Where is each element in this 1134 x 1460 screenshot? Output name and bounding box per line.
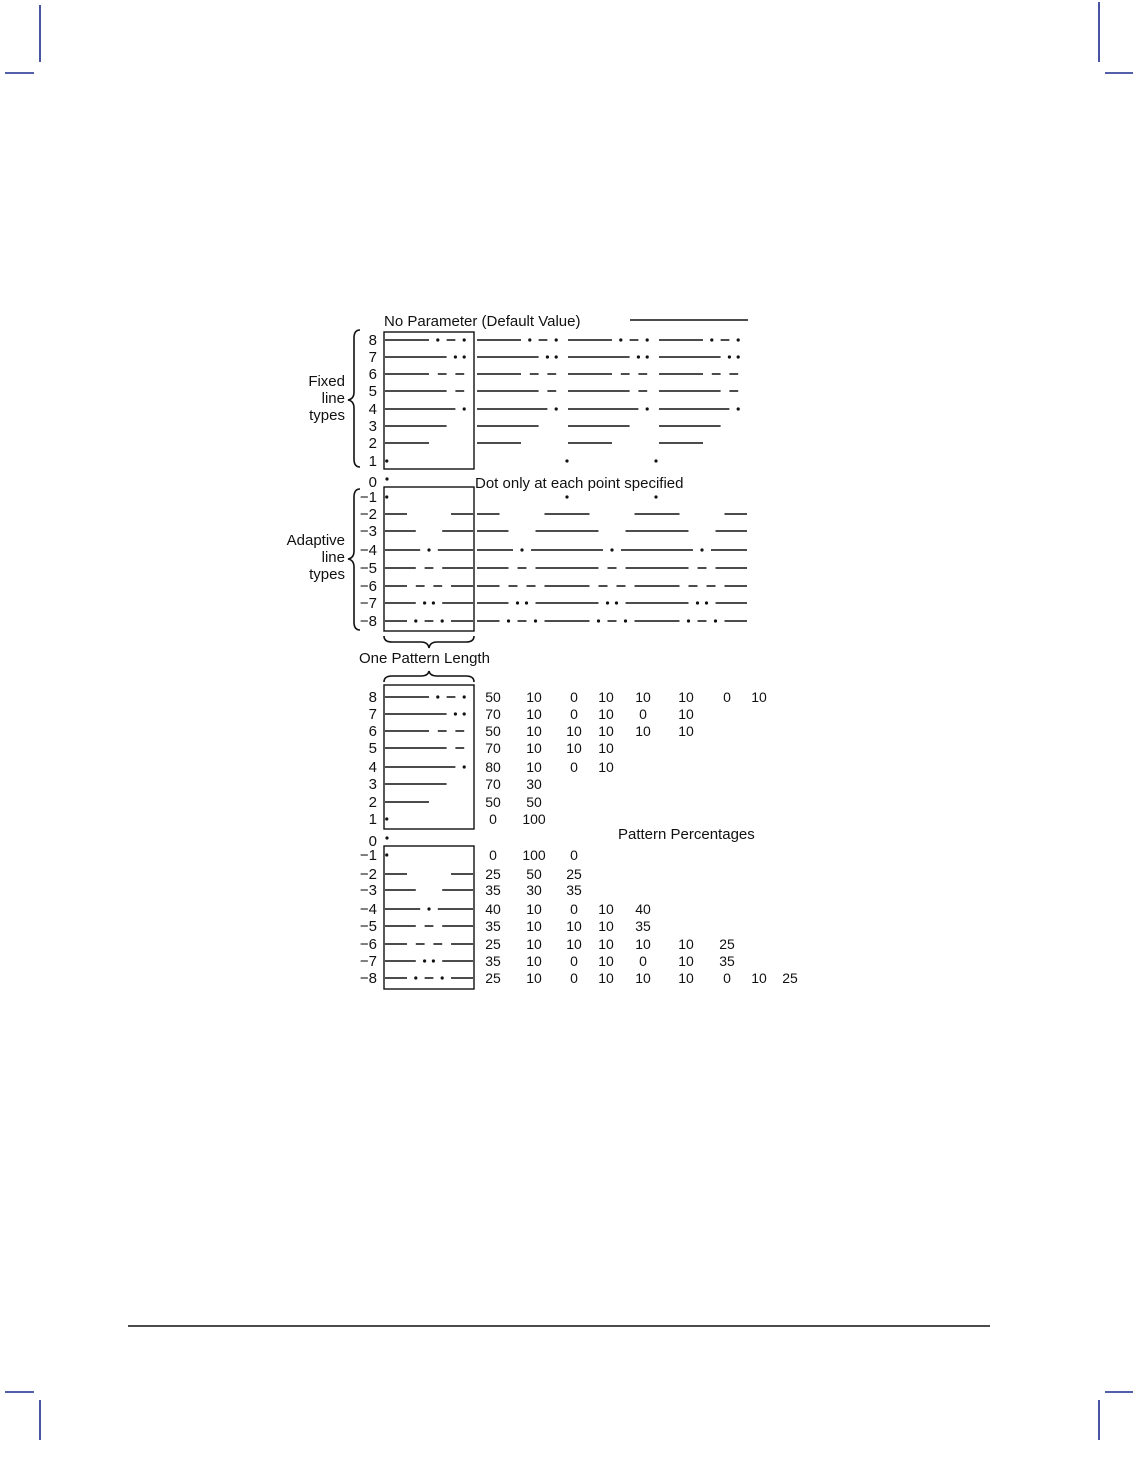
bottom-fixed-type-number: 6 — [368, 723, 377, 740]
percentage-value: 100 — [522, 847, 546, 863]
percentage-value: 0 — [570, 689, 578, 705]
percentage-value: 35 — [485, 953, 501, 969]
fixed-brace — [348, 330, 360, 467]
adaptive-line-types-label — [287, 532, 345, 583]
adaptive-type-number: −1 — [359, 489, 377, 506]
percentage-value: 10 — [566, 918, 582, 934]
percentage-value: 0 — [723, 689, 731, 705]
percentage-value: 25 — [782, 970, 798, 986]
bottom-fixed-type-number: 4 — [368, 759, 377, 776]
percentage-value: 50 — [526, 794, 542, 810]
percentage-value: 0 — [570, 706, 578, 722]
fixed-type-number: 1 — [368, 453, 377, 470]
percentage-value: 10 — [678, 689, 694, 705]
bottom-adaptive-type-number: −8 — [359, 970, 377, 987]
bottom-adaptive-sample — [385, 907, 473, 910]
adaptive-line-sample — [385, 619, 473, 622]
bottom-adaptive-type-number: −6 — [359, 936, 377, 953]
percentage-value: 10 — [598, 706, 614, 722]
percentage-value: 10 — [678, 723, 694, 739]
fixed-type-number: 2 — [368, 435, 377, 452]
percentage-value: 10 — [526, 901, 542, 917]
percentage-value: 10 — [635, 689, 651, 705]
adaptive-pattern-box — [384, 487, 474, 631]
fixed-type-number: 6 — [368, 366, 377, 383]
percentage-value: 70 — [485, 740, 501, 756]
percentage-value: 10 — [751, 970, 767, 986]
zero-dot — [385, 477, 388, 480]
percentage-value: 100 — [522, 811, 546, 827]
percentage-value: 10 — [526, 953, 542, 969]
percentage-value: 10 — [598, 918, 614, 934]
bottom-adaptive-sample — [385, 976, 473, 979]
fixed-type-number: 7 — [368, 349, 377, 366]
percentage-value: 50 — [485, 689, 501, 705]
percentage-value: 50 — [526, 866, 542, 882]
fixed-line-repeat — [659, 355, 740, 358]
fixed-line-sample — [385, 355, 466, 358]
percentage-value: 10 — [526, 936, 542, 952]
percentage-value: 10 — [526, 689, 542, 705]
percentage-value: 80 — [485, 759, 501, 775]
bottom-adaptive-type-number: −1 — [359, 847, 377, 864]
percentage-value: 40 — [485, 901, 501, 917]
fixed-line-repeat — [659, 407, 740, 410]
bottom-adaptive-type-number: −4 — [359, 901, 377, 918]
percentage-value: 40 — [635, 901, 651, 917]
percentage-value: 10 — [635, 936, 651, 952]
fixed-line-repeat — [659, 338, 740, 341]
percentage-value: 0 — [489, 811, 497, 827]
fixed-type-number: 4 — [368, 401, 377, 418]
fixed-line-types-label — [308, 373, 345, 424]
percentage-value: 0 — [570, 847, 578, 863]
bottom-zero-type-number: 0 — [368, 833, 377, 850]
adaptive-line-repeat — [657, 601, 747, 604]
percentage-value: 10 — [526, 723, 542, 739]
dot-only-note: Dot only at each point specified — [475, 475, 684, 492]
crop-marks — [5, 2, 1133, 1440]
svg-text:line: line — [321, 549, 345, 566]
percentage-value: 10 — [598, 901, 614, 917]
bottom-fixed-type-number: 1 — [368, 811, 377, 828]
percentage-value: 10 — [526, 759, 542, 775]
percentage-value: 10 — [566, 740, 582, 756]
fixed-line-repeat — [477, 355, 558, 358]
adaptive-line-sample — [385, 548, 473, 551]
percentage-value: 50 — [485, 794, 501, 810]
percentage-value: 10 — [635, 970, 651, 986]
percentage-value: 30 — [526, 776, 542, 792]
percentage-value: 0 — [570, 901, 578, 917]
bottom-fixed-type-number: 8 — [368, 689, 377, 706]
one-pattern-length-label: One Pattern Length — [359, 650, 490, 667]
percentage-value: 50 — [485, 723, 501, 739]
bottom-fixed-box — [384, 685, 474, 829]
bottom-line-samples — [385, 695, 473, 979]
percentage-value: 25 — [485, 970, 501, 986]
fixed-type-number: 3 — [368, 418, 377, 435]
fixed-line-repeat — [568, 355, 649, 358]
bottom-fixed-sample — [385, 695, 466, 698]
fixed-type-number: 5 — [368, 383, 377, 400]
percentage-value: 25 — [719, 936, 735, 952]
fixed-line-repeat — [477, 407, 558, 410]
bottom-fixed-type-number: 7 — [368, 706, 377, 723]
adaptive-type-number: −6 — [359, 578, 377, 595]
percentage-value: 10 — [598, 936, 614, 952]
percentage-value: 10 — [635, 723, 651, 739]
default-value-heading: No Parameter (Default Value) — [384, 313, 581, 330]
svg-text:types: types — [309, 407, 345, 424]
percentage-value: 10 — [526, 970, 542, 986]
percentage-value: 10 — [598, 689, 614, 705]
percentage-value: 10 — [751, 689, 767, 705]
adaptive-line-repeat — [477, 548, 567, 551]
percentage-value: 70 — [485, 776, 501, 792]
adaptive-type-number: −8 — [359, 613, 377, 630]
percentage-value: 10 — [678, 706, 694, 722]
bottom-adaptive-type-number: −7 — [359, 953, 377, 970]
percentage-value: 0 — [723, 970, 731, 986]
fixed-line-sample — [385, 459, 388, 462]
adaptive-brace — [348, 489, 360, 630]
bottom-adaptive-type-number: −3 — [359, 882, 377, 899]
percentage-value: 10 — [526, 918, 542, 934]
adaptive-line-repeat — [657, 548, 747, 551]
percentage-value: 10 — [598, 740, 614, 756]
percentage-value: 30 — [526, 882, 542, 898]
percentage-value: 10 — [598, 970, 614, 986]
percentage-value: 35 — [485, 918, 501, 934]
bottom-pattern-brace — [384, 671, 474, 682]
percentage-value: 10 — [598, 953, 614, 969]
percentage-value: 70 — [485, 706, 501, 722]
fixed-type-number: 8 — [368, 332, 377, 349]
fixed-line-repeat — [568, 338, 649, 341]
percentage-value: 25 — [485, 936, 501, 952]
svg-text:types: types — [309, 566, 345, 583]
bottom-zero-dot — [385, 836, 388, 839]
percentage-value: 10 — [598, 759, 614, 775]
percentage-value: 25 — [485, 866, 501, 882]
percentage-value: 10 — [678, 953, 694, 969]
adaptive-type-number: −2 — [359, 506, 377, 523]
svg-text:line: line — [321, 390, 345, 407]
bottom-adaptive-box — [384, 846, 474, 989]
bottom-fixed-type-number: 5 — [368, 740, 377, 757]
bottom-fixed-type-number: 3 — [368, 776, 377, 793]
svg-text:Fixed: Fixed — [308, 373, 345, 390]
fixed-pattern-box — [384, 332, 474, 469]
percentage-value: 35 — [719, 953, 735, 969]
percentage-value: 0 — [570, 953, 578, 969]
bottom-adaptive-sample — [385, 959, 473, 962]
percentage-value: 25 — [566, 866, 582, 882]
bottom-fixed-type-number: 2 — [368, 794, 377, 811]
adaptive-type-number: −3 — [359, 523, 377, 540]
pattern-length-brace — [384, 636, 474, 648]
percentage-value: 0 — [489, 847, 497, 863]
fixed-line-sample — [385, 338, 466, 341]
bottom-fixed-sample — [385, 765, 466, 768]
percentage-value: 0 — [570, 970, 578, 986]
fixed-line-repeat — [477, 338, 558, 341]
percentage-value: 0 — [639, 706, 647, 722]
percentage-value: 10 — [598, 723, 614, 739]
adaptive-line-repeat — [567, 601, 657, 604]
svg-text:Adaptive: Adaptive — [286, 532, 345, 549]
adaptive-line-sample — [385, 601, 473, 604]
fixed-line-sample — [385, 407, 466, 410]
adaptive-line-repeat — [477, 619, 567, 622]
bottom-adaptive-type-number: −2 — [359, 866, 377, 883]
fixed-line-repeat — [568, 407, 649, 410]
pattern-percentages-title: Pattern Percentages — [618, 826, 755, 843]
adaptive-type-number: −4 — [359, 542, 377, 559]
percentage-value: 10 — [678, 970, 694, 986]
percentage-value: 35 — [485, 882, 501, 898]
adaptive-line-repeat — [657, 619, 747, 622]
adaptive-type-number: −7 — [359, 595, 377, 612]
zero-type-number: 0 — [368, 474, 377, 491]
percentage-value: 10 — [678, 936, 694, 952]
percentage-value: 35 — [635, 918, 651, 934]
percentage-value: 0 — [639, 953, 647, 969]
percentage-value: 10 — [566, 723, 582, 739]
bottom-fixed-sample — [385, 817, 388, 820]
adaptive-line-sample — [385, 495, 388, 498]
adaptive-type-number: −5 — [359, 560, 377, 577]
bottom-fixed-sample — [385, 712, 466, 715]
adaptive-line-repeat — [567, 619, 657, 622]
bottom-adaptive-type-number: −5 — [359, 918, 377, 935]
adaptive-line-repeat — [567, 548, 657, 551]
percentage-value: 10 — [566, 936, 582, 952]
adaptive-line-repeat — [477, 601, 567, 604]
bottom-adaptive-sample — [385, 853, 388, 856]
percentage-value: 10 — [526, 740, 542, 756]
percentage-value: 0 — [570, 759, 578, 775]
percentage-value: 35 — [566, 882, 582, 898]
percentage-value: 10 — [526, 706, 542, 722]
